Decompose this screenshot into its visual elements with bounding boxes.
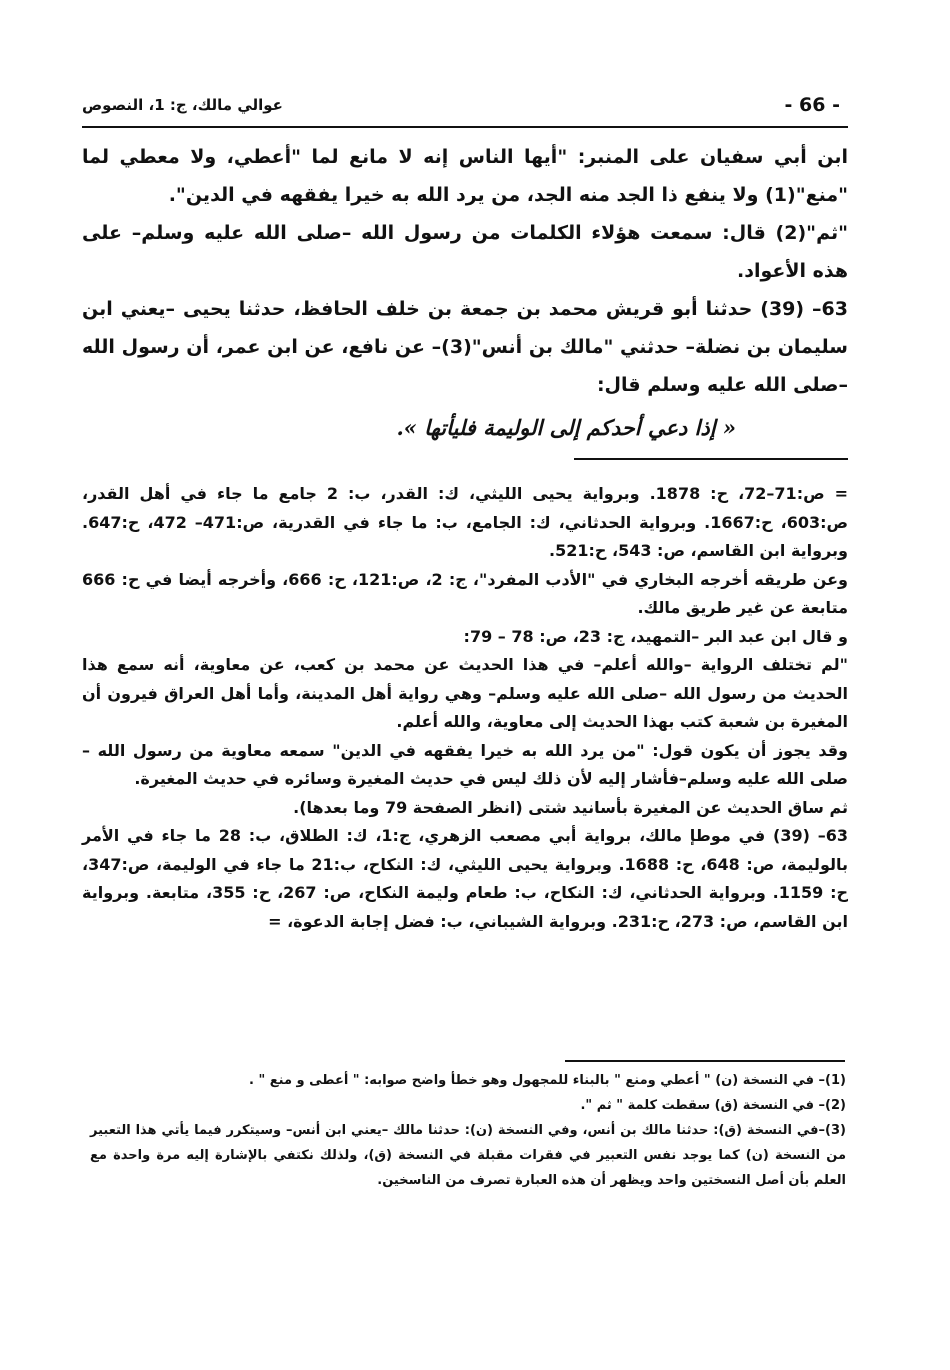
note-paragraph: "لم تختلف الرواية –والله أعلم– في هذا الحديث عن محمد بن كعب، عن معاوية، أنه سمع هذا الحديث من رسول الله –صلى الله عليه وسلم– وهي رواية أهل المدينة، وأما أهل العراق فيرون أن المغيرة بن شعبة كتب بهذا الحديث إلى معاوية، والله أعلم.	[82, 655, 848, 731]
note-paragraph: = ص:71–72، ح: 1878. وبرواية يحيى الليثي، ك: القدر، ب: 2 جامع ما جاء في أهل القدر، ص:603، ح:1667. وبرواية الحدثاني، ك: الجامع، ب: ما جاء في القدرية، ص:471– 472، ح:647. وبرواية ابن القاسم، ص: 543، ح:521.	[82, 484, 849, 560]
main-paragraph: 63– (39) حدثنا أبو قريش محمد بن جمعة بن خلف الحافظ، حدثنا يحيى –يعني ابن سليمان بن نضلة– حدثني "مالك بن أنس"(3)– عن نافع، عن ابن عمر، أن رسول الله –صلى الله عليه وسلم قال:	[82, 298, 848, 396]
footnotes	[90, 1068, 846, 1193]
main-paragraph: "ثم"(2) قال: سمعت هؤلاء الكلمات من رسول الله –صلى الله عليه وسلم– على هذه الأعواد.	[82, 222, 848, 282]
footnote: (2)– في النسخة (ق) سقطت كلمة " ثم ".	[580, 1098, 846, 1113]
hadith-quote: « إذا دعي أحدكم إلى الوليمة فليأتها ».	[396, 415, 736, 440]
note-paragraph: ثم ساق الحديث عن المغيرة بأسانيد شتى (انظر الصفحة 79 وما بعدها).	[293, 797, 848, 817]
header-divider	[82, 126, 848, 128]
footnote: (1)– في النسخة (ن) " أعطي ومنع " بالبناء للمجهول وهو خطأ واضح صوابه: " أعطى و منع " .	[249, 1073, 846, 1088]
notes-divider	[574, 458, 848, 460]
footnotes-divider	[565, 1060, 845, 1062]
note-paragraph: وقد يجوز أن يكون قول: "من يرد الله به خيرا يفقهه في الدين" سمعه معاوية من رسول الله –صلى الله عليه وسلم–فأشار إليه لأن ذلك ليس في حديث المغيرة وسائره في حديث المغيرة.	[82, 740, 848, 788]
footnote: (3)–في النسخة (ق): حدثنا مالك بن أنس، وفي النسخة (ن): حدثنا مالك –يعني ابن أنس– وسيتكرر فيما يأتي هذا التعبير من النسخة (ن) كما يوجد نفس التعبير في فقرات مقبلة في النسخة (ق)، ولذلك نكتفي بالإشارة إليه مرة واحدة مع العلم بأن أصل النسختين واحد ويظهر أن هذه العبارة تصرف من الناسخين.	[90, 1123, 846, 1188]
main-paragraph: ابن أبي سفيان على المنبر: "أيها الناس إنه لا مانع لما "أعطي، ولا معطي لما "منع"(1) ولا ينفع ذا الجد منه الجد، من يرد الله به خيرا يفقهه في الدين".	[82, 146, 848, 206]
note-paragraph: وعن طريقه أخرجه البخاري في "الأدب المفرد"، ج: 2، ص:121، ح: 666، وأخرجه أيضا في ح: 666 متابعة عن غير طريق مالك.	[82, 569, 848, 617]
note-paragraph: 63– (39) في موطإ مالك، برواية أبي مصعب الزهري، ج:1، ك: الطلاق، ب: 28 ما جاء في الأمر بالوليمة، ص: 648، ح: 1688. وبرواية يحيى الليثي، ك: النكاح، ب:21 ما جاء في الوليمة، ص:347، ح: 1159. وبرواية الحدثاني، ك: النكاح، ب: طعام وليمة النكاح، ص: 267، ح: 355، متابعة. وبرواية ابن القاسم، ص: 273، ح:231. وبرواية الشيباني، ب: فضل إجابة الدعوة، =	[82, 826, 848, 931]
note-paragraph: و قال ابن عبد البر –التمهيد، ج: 23، ص: 78 – 79:	[463, 626, 848, 646]
main-text	[82, 138, 848, 450]
running-title: عوالي مالك، ج: 1، النصوص	[82, 96, 283, 114]
commentary-notes	[82, 480, 848, 936]
page-number: - 66 -	[784, 94, 840, 116]
page-header	[80, 88, 850, 128]
